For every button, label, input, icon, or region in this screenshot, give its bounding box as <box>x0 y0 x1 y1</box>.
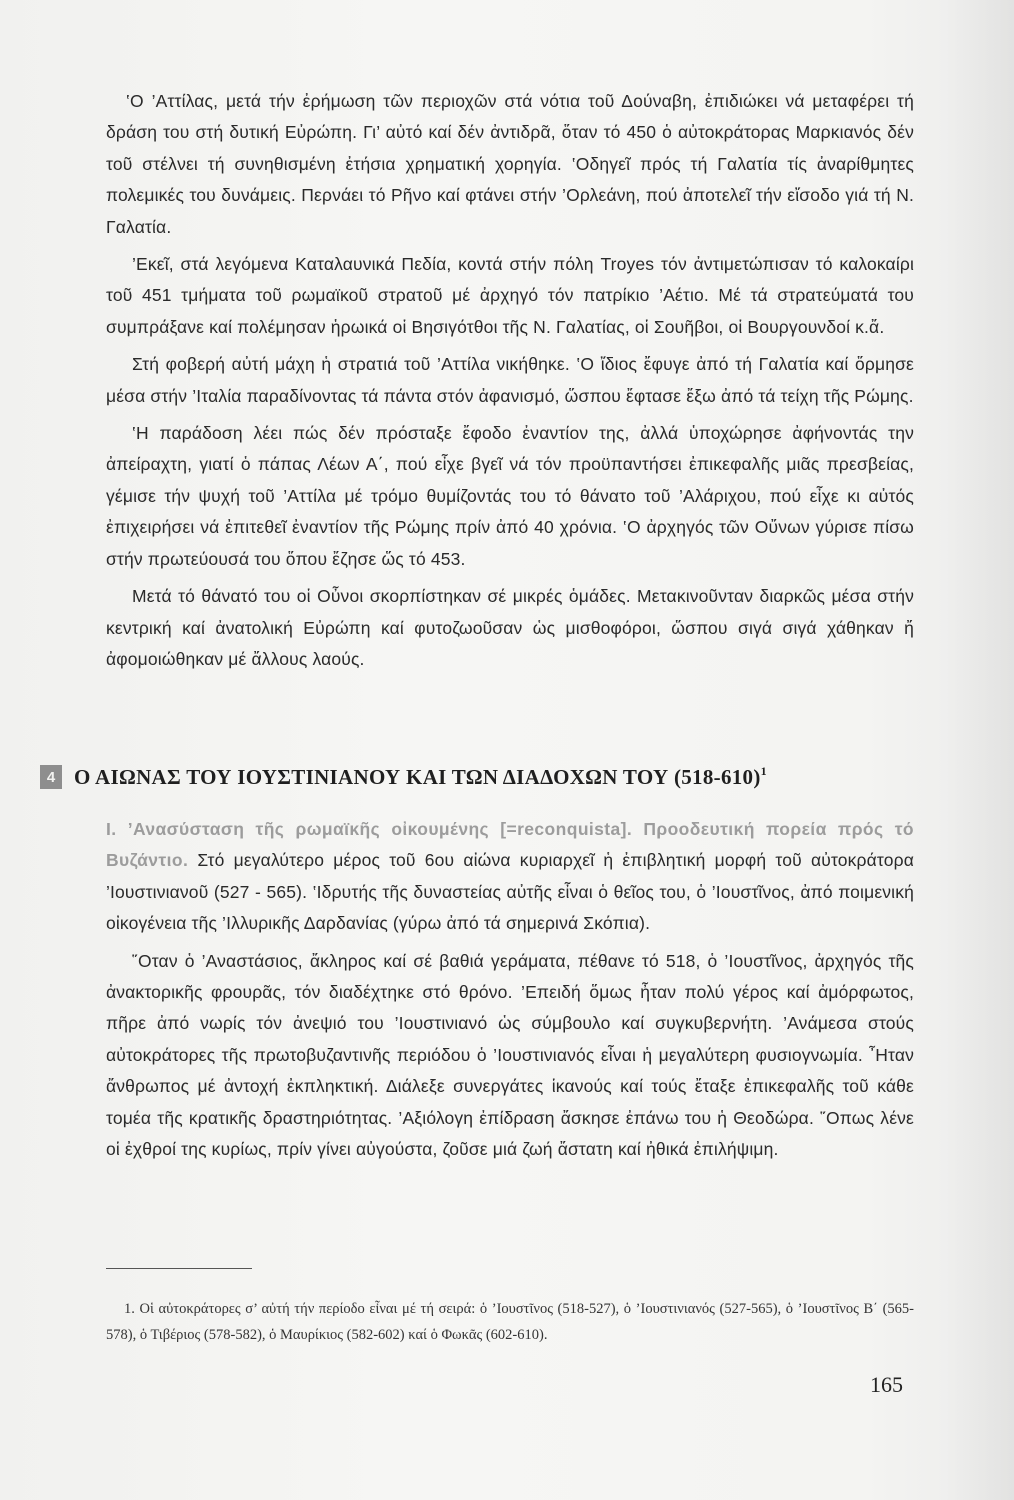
page-number: 165 <box>870 1372 903 1397</box>
main-text-block <box>106 86 914 681</box>
chapter-heading <box>40 764 920 790</box>
paragraph-catalaunian-fields: ’Εκεῖ, στά λεγόμενα Καταλαυνικά Πεδία, κοντά στήν πόλη Troyes τόν ἀντιμετώπισαν τό καλοκαίρι τοῦ 451 τμήματα τοῦ ρωμαϊκοῦ στρατοῦ μέ ἀρχηγό τόν πατρίκιο ’Αέτιο. Μέ τά στρατεύματά του συμπράξανε καί πολέμησαν ἡρωικά οἱ Βησιγότθοι τῆς Ν. Γαλατίας, οἱ Σουῆβοι, οἱ Βουργουνδοί κ.ἄ. <box>106 254 914 337</box>
chapter-title <box>74 764 767 790</box>
paragraph-battle-defeat: Στή φοβερή αὐτή μάχη ἡ στρατιά τοῦ ’Αττίλα νικήθηκε. ‛Ο ἴδιος ἔφυγε ἀπό τή Γαλατία καί ὅρμησε μέσα στήν ’Ιταλία παραδίνοντας τά πάντα στόν ἀφανισμό, ὥσπου ἔφτασε ἔξω ἀπό τά τείχη τῆς Ρώμης. <box>106 354 914 406</box>
page-spine-shadow <box>944 0 1014 1500</box>
paragraph-attila-gaul: ‛Ο ’Αττίλας, μετά τήν ἐρήμωση τῶν περιοχῶν στά νότια τοῦ Δούναβη, ἐπιδιώκει νά μεταφέρει τή δράση του στή δυτική Εὐρώπη. Γι’ αὐτό καί δέν ἀντιδρᾶ, ὅταν τό 450 ὁ αὐτοκράτορας Μαρκιανός δέν τοῦ στέλνει τή συνηθισμένη ἐτήσια χρηματική χορηγία. ‛Οδηγεῖ πρός τή Γαλατία τίς ἀναρίθμητες πολεμικές του δυνάμεις. Περνάει τό Ρῆνο καί φτάνει στήν ’Ορλεάνη, πού ἀποτελεῖ τήν εἴσοδο γιά τή Ν. Γαλατία. <box>106 91 914 237</box>
section-first-paragraph <box>106 814 914 940</box>
chapter-title-text: Ο ΑΙΩΝΑΣ ΤΟΥ ΙΟΥΣΤΙΝΙΑΝΟΥ ΚΑΙ ΤΩΝ ΔΙΑΔΟΧΩΝ ΤΟΥ (518-610) <box>74 765 761 789</box>
paragraph-pope-leo: ‛Η παράδοση λέει πώς δέν πρόσταξε ἔφοδο ἐναντίον της, ἀλλά ὑποχώρησε ἀφήνοντάς την ἀπείραχτη, γιατί ὁ πάπας Λέων Α΄, πού εἶχε βγεῖ νά τόν προϋπαντήσει ἐπικεφαλῆς μιᾶς πρεσβείας, γέμισε τήν ψυχή τοῦ ’Αττίλα μέ τρόμο θυμίζοντάς του τό θάνατο τοῦ ’Αλάριχου, πού εἶχε κι αὐτός ἐπιχειρήσει νά ἐπιτεθεῖ ἐναντίον τῆς Ρώμης πρίν ἀπό 40 χρόνια. ‛Ο ἀρχηγός τῶν Οὔνων γύρισε πίσω στήν πρωτεύουσά του ὅπου ἔζησε ὥς τό 453. <box>106 423 914 569</box>
chapter-number-badge: 4 <box>40 765 62 789</box>
section-first-text: Στό μεγαλύτερο μέρος τοῦ 6ου αἰώνα κυριαρχεῖ ἡ ἐπιβλητική μορφή τοῦ αὐτοκράτορα ’Ιουστινιανοῦ (527 - 565). ‛Ιδρυτής τῆς δυναστείας αὐτῆς εἶναι ὁ θεῖος του, ὁ ’Ιουστῖνος, ἀπό ποιμενική οἰκογένεια τῆς ’Ιλλυρικῆς Δαρδανίας (γύρω ἀπό τά σημερινά Σκόπια). <box>106 850 915 934</box>
paragraph-justinian: ῞Οταν ὁ ’Αναστάσιος, ἄκληρος καί σέ βαθιά γεράματα, πέθανε τό 518, ὁ ’Ιουστῖνος, ἀρχηγός τῆς ἀνακτορικῆς φρουρᾶς, τόν διαδέχτηκε στό θρόνο. ’Επειδή ὅμως ἦταν πολύ γέρος καί ἀμόρφωτος, πῆρε ἀπό νωρίς τόν ἀνεψιό του ’Ιουστινιανό ὡς σύμβουλο καί συγκυβερνήτη. ’Ανάμεσα στούς αὐτοκράτορες τῆς πρωτοβυζαντινῆς περιόδου ὁ ’Ιουστινιανός εἶναι ἡ μεγαλύτερη φυσιογνωμία. ῏Ηταν ἄνθρωπος μέ ἀντοχή ἐκπληκτική. Διάλεξε συνεργάτες ἱκανούς καί τούς ἔταξε ἐπικεφαλῆς τοῦ κάθε τομέα τῆς κρατικῆς δραστηριότητας. ’Αξιόλογη ἐπίδραση ἄσκησε ἐπάνω του ἡ Θεοδώρα. ῞Οπως λένε οἱ ἐχθροί της κυρίως, πρίν γίνει αὐγούστα, ζοῦσε μιά ζωή ἄστατη καί ἠθικά ἐπιλήψιμη. <box>106 950 914 1160</box>
paragraph-huns-dispersal: Μετά τό θάνατό του οἱ Οὖνοι σκορπίστηκαν σέ μικρές ὁμάδες. Μετακινοῦνταν διαρκῶς μέσα στήν κεντρική καί ἀνατολική Εὐρώπη καί φυτοζωοῦσαν ὡς μισθοφόροι, ὥσπου σιγά σιγά χάθηκαν ἤ ἀφομοιώθηκαν μέ ἄλλους λαούς. <box>106 586 914 669</box>
footnote: 1. Οἱ αὐτοκράτορες σ’ αὐτή τήν περίοδο εἶναι μέ τή σειρά: ὁ ’Ιουστῖνος (518-527), ὁ ’Ιουστινιανός (527-565), ὁ ’Ιουστῖνος Β΄ (565-578), ὁ Τιβέριος (578-582), ὁ Μαυρίκιος (582-602) καί ὁ Φωκᾶς (602-610). <box>106 1301 914 1343</box>
section-block <box>106 814 914 1171</box>
footnote-divider <box>106 1268 252 1269</box>
section-subheading: Ι. ’Ανασύσταση τῆς ρωμαϊκῆς οἰκουμένης [=reconquista]. Προοδευτική πορεία πρός τό Βυζάντιο. <box>106 819 914 871</box>
footnote-reference: 1 <box>760 764 767 778</box>
